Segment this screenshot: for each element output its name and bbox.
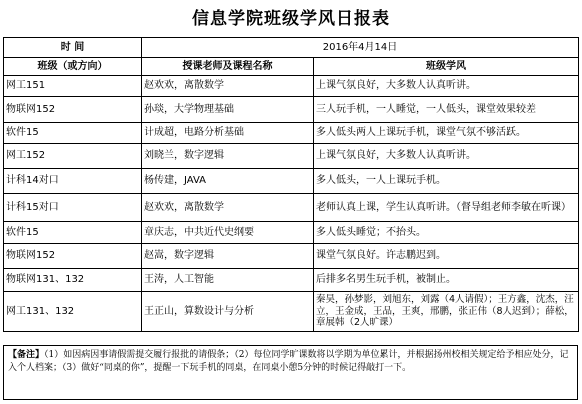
table-row bbox=[4, 194, 579, 222]
class-cell: 物联网152 bbox=[4, 244, 142, 269]
class-cell: 物联网152 bbox=[4, 97, 142, 123]
table-row bbox=[4, 169, 579, 194]
teacher-cell: 赵欢欢，离散数学 bbox=[142, 194, 314, 222]
style-cell: 后排多名男生玩手机，被制止。 bbox=[314, 269, 579, 292]
teacher-cell: 计成超，电路分析基础 bbox=[142, 123, 314, 144]
class-cell: 网工131、132 bbox=[4, 292, 142, 332]
teacher-cell: 刘晓兰，数字逻辑 bbox=[142, 144, 314, 169]
class-cell: 计科14对口 bbox=[4, 169, 142, 194]
table-row bbox=[4, 76, 579, 97]
col-header-class: 班级（或方向） bbox=[4, 58, 142, 76]
table-row bbox=[4, 97, 579, 123]
style-cell: 多人低头两人上课玩手机，课堂气氛不够活跃。 bbox=[314, 123, 579, 144]
remarks-text: （1）如因病因事请假需提交履行报批的请假条；（2）每位同学旷课数将以学期为单位累计，并根据扬州校相关规定给予相应处分，记入个人档案；（3）做好“同桌的你”，提醒一下玩手机的同桌，在同桌小憩5分钟的时候记得敲打一下。 bbox=[8, 350, 569, 373]
style-cell: 上课气氛良好，大多数人认真听讲。 bbox=[314, 76, 579, 97]
class-cell: 网工152 bbox=[4, 144, 142, 169]
teacher-cell: 杨传建，JAVA bbox=[142, 169, 314, 194]
report-date: 2016年4月14日 bbox=[142, 38, 579, 58]
class-cell: 网工151 bbox=[4, 76, 142, 97]
time-label: 时 间 bbox=[4, 38, 142, 58]
remarks-tag: 【备注】 bbox=[8, 350, 45, 360]
table-row bbox=[4, 144, 579, 169]
teacher-cell: 赵嵩，数字逻辑 bbox=[142, 244, 314, 269]
teacher-cell: 孙琰，大学物理基础 bbox=[142, 97, 314, 123]
style-cell: 上课气氛良好，大多数人认真听讲。 bbox=[314, 144, 579, 169]
teacher-cell: 赵欢欢，离散数学 bbox=[142, 76, 314, 97]
style-cell: 多人低头睡觉；不抬头。 bbox=[314, 222, 579, 244]
col-header-teacher: 授课老师及课程名称 bbox=[142, 58, 314, 76]
time-row bbox=[4, 38, 579, 58]
remarks-box bbox=[3, 345, 578, 400]
column-header-row bbox=[4, 58, 579, 76]
style-cell: 老师认真上课，学生认真听讲。（督导组老师李敏在听课） bbox=[314, 194, 579, 222]
class-cell: 软件15 bbox=[4, 222, 142, 244]
class-cell: 物联网131、132 bbox=[4, 269, 142, 292]
table-row bbox=[4, 244, 579, 269]
teacher-cell: 王涛，人工智能 bbox=[142, 269, 314, 292]
style-cell: 秦昊，孙梦影，刘旭东，刘露（4人请假）；王方鑫，沈杰，汪立，王金成，王品，王爽，邢鹏，张正伟（8人迟到）；薛松，章展韩（2人旷课） bbox=[314, 292, 579, 332]
teacher-cell: 王正山，算数设计与分析 bbox=[142, 292, 314, 332]
style-cell: 多人低头，一人上课玩手机。 bbox=[314, 169, 579, 194]
table-row bbox=[4, 269, 579, 292]
table-row bbox=[4, 222, 579, 244]
class-cell: 软件15 bbox=[4, 123, 142, 144]
report-table bbox=[3, 37, 579, 332]
class-cell: 计科15对口 bbox=[4, 194, 142, 222]
report-title: 信息学院班级学风日报表 bbox=[192, 9, 390, 29]
style-cell: 三人玩手机，一人睡觉，一人低头，课堂效果较差 bbox=[314, 97, 579, 123]
style-cell: 课堂气氛良好。许志鹏迟到。 bbox=[314, 244, 579, 269]
table-row bbox=[4, 123, 579, 144]
col-header-style: 班级学风 bbox=[314, 58, 579, 76]
table-row bbox=[4, 292, 579, 332]
teacher-cell: 章庆志，中共近代史纲要 bbox=[142, 222, 314, 244]
